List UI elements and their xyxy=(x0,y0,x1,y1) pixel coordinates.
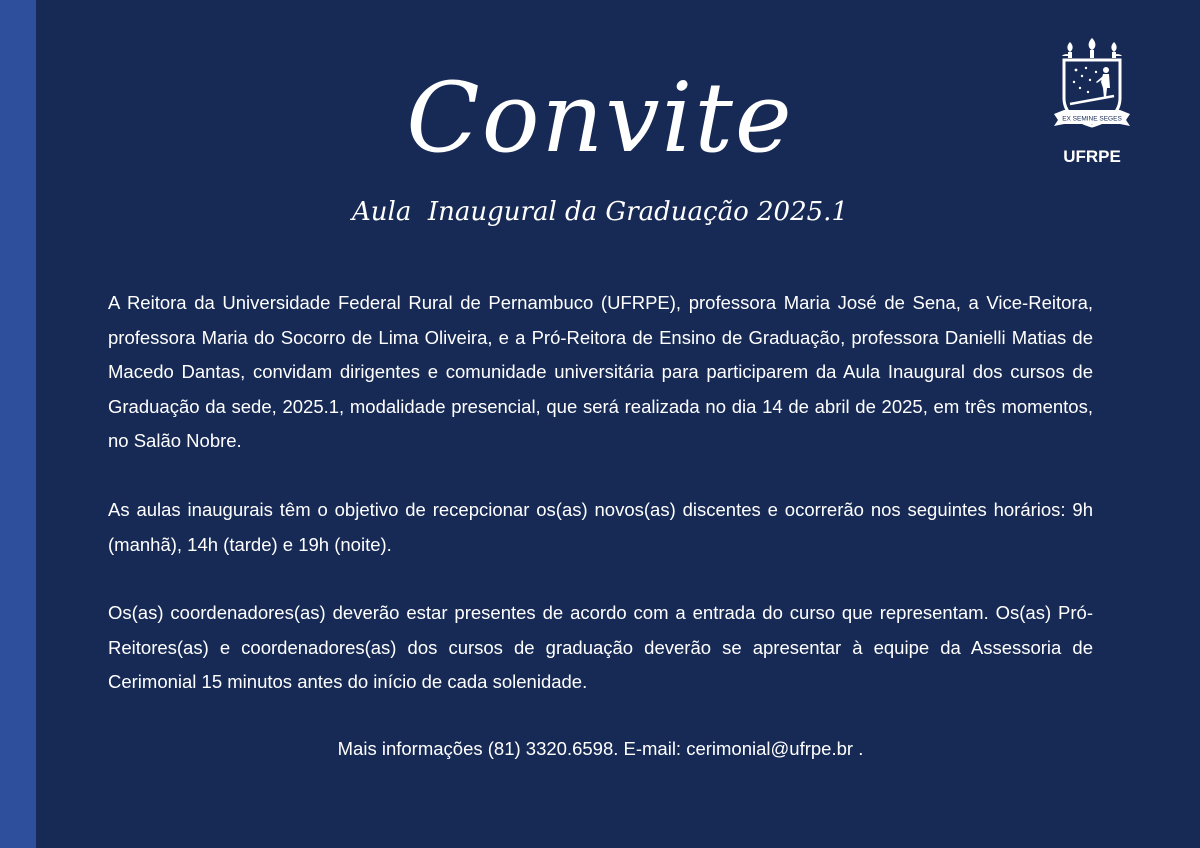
logo-label: UFRPE xyxy=(1063,147,1121,166)
logo-motto: EX SEMINE SEGES xyxy=(1062,115,1122,123)
page-title: Convite xyxy=(406,62,794,174)
side-stripe xyxy=(0,0,36,848)
page-subtitle: Aula Inaugural da Graduação 2025.1 xyxy=(352,197,848,227)
paragraph-invitation: A Reitora da Universidade Federal Rural de Pernambuco (UFRPE), professora Maria José de Sena, a Vice-Reitora, professora Maria do Socorro de Lima Oliveira, e a Pró-Reitora de Ensino de Graduação, professora Danielli Matias de Macedo Dantas, convidam dirigentes e comunidade universitária para participarem da Aula Inaugural dos cursos de Graduação da sede, 2025.1, modalidade presencial, que será realizada no dia 14 de abril de 2025, em três momentos, no Salão Nobre. xyxy=(108,292,1093,451)
contact-info: Mais informações (81) 3320.6598. E-mail: cerimonial@ufrpe.br . xyxy=(337,738,864,759)
paragraph-schedule: As aulas inaugurais têm o objetivo de recepcionar os(as) novos(as) discentes e ocorrerão nos seguintes horários: 9h (manhã), 14h (tarde) e 19h (noite). xyxy=(108,499,1093,555)
paragraph-instructions: Os(as) coordenadores(as) deverão estar presentes de acordo com a entrada do curso que representam. Os(as) Pró-Reitores(as) e coordenadores(as) dos cursos de graduação deverão se apresentar à equipe da Assessoria de Cerimonial 15 minutos antes do início de cada solenidade. xyxy=(108,602,1093,692)
ufrpe-logo xyxy=(1050,36,1134,168)
